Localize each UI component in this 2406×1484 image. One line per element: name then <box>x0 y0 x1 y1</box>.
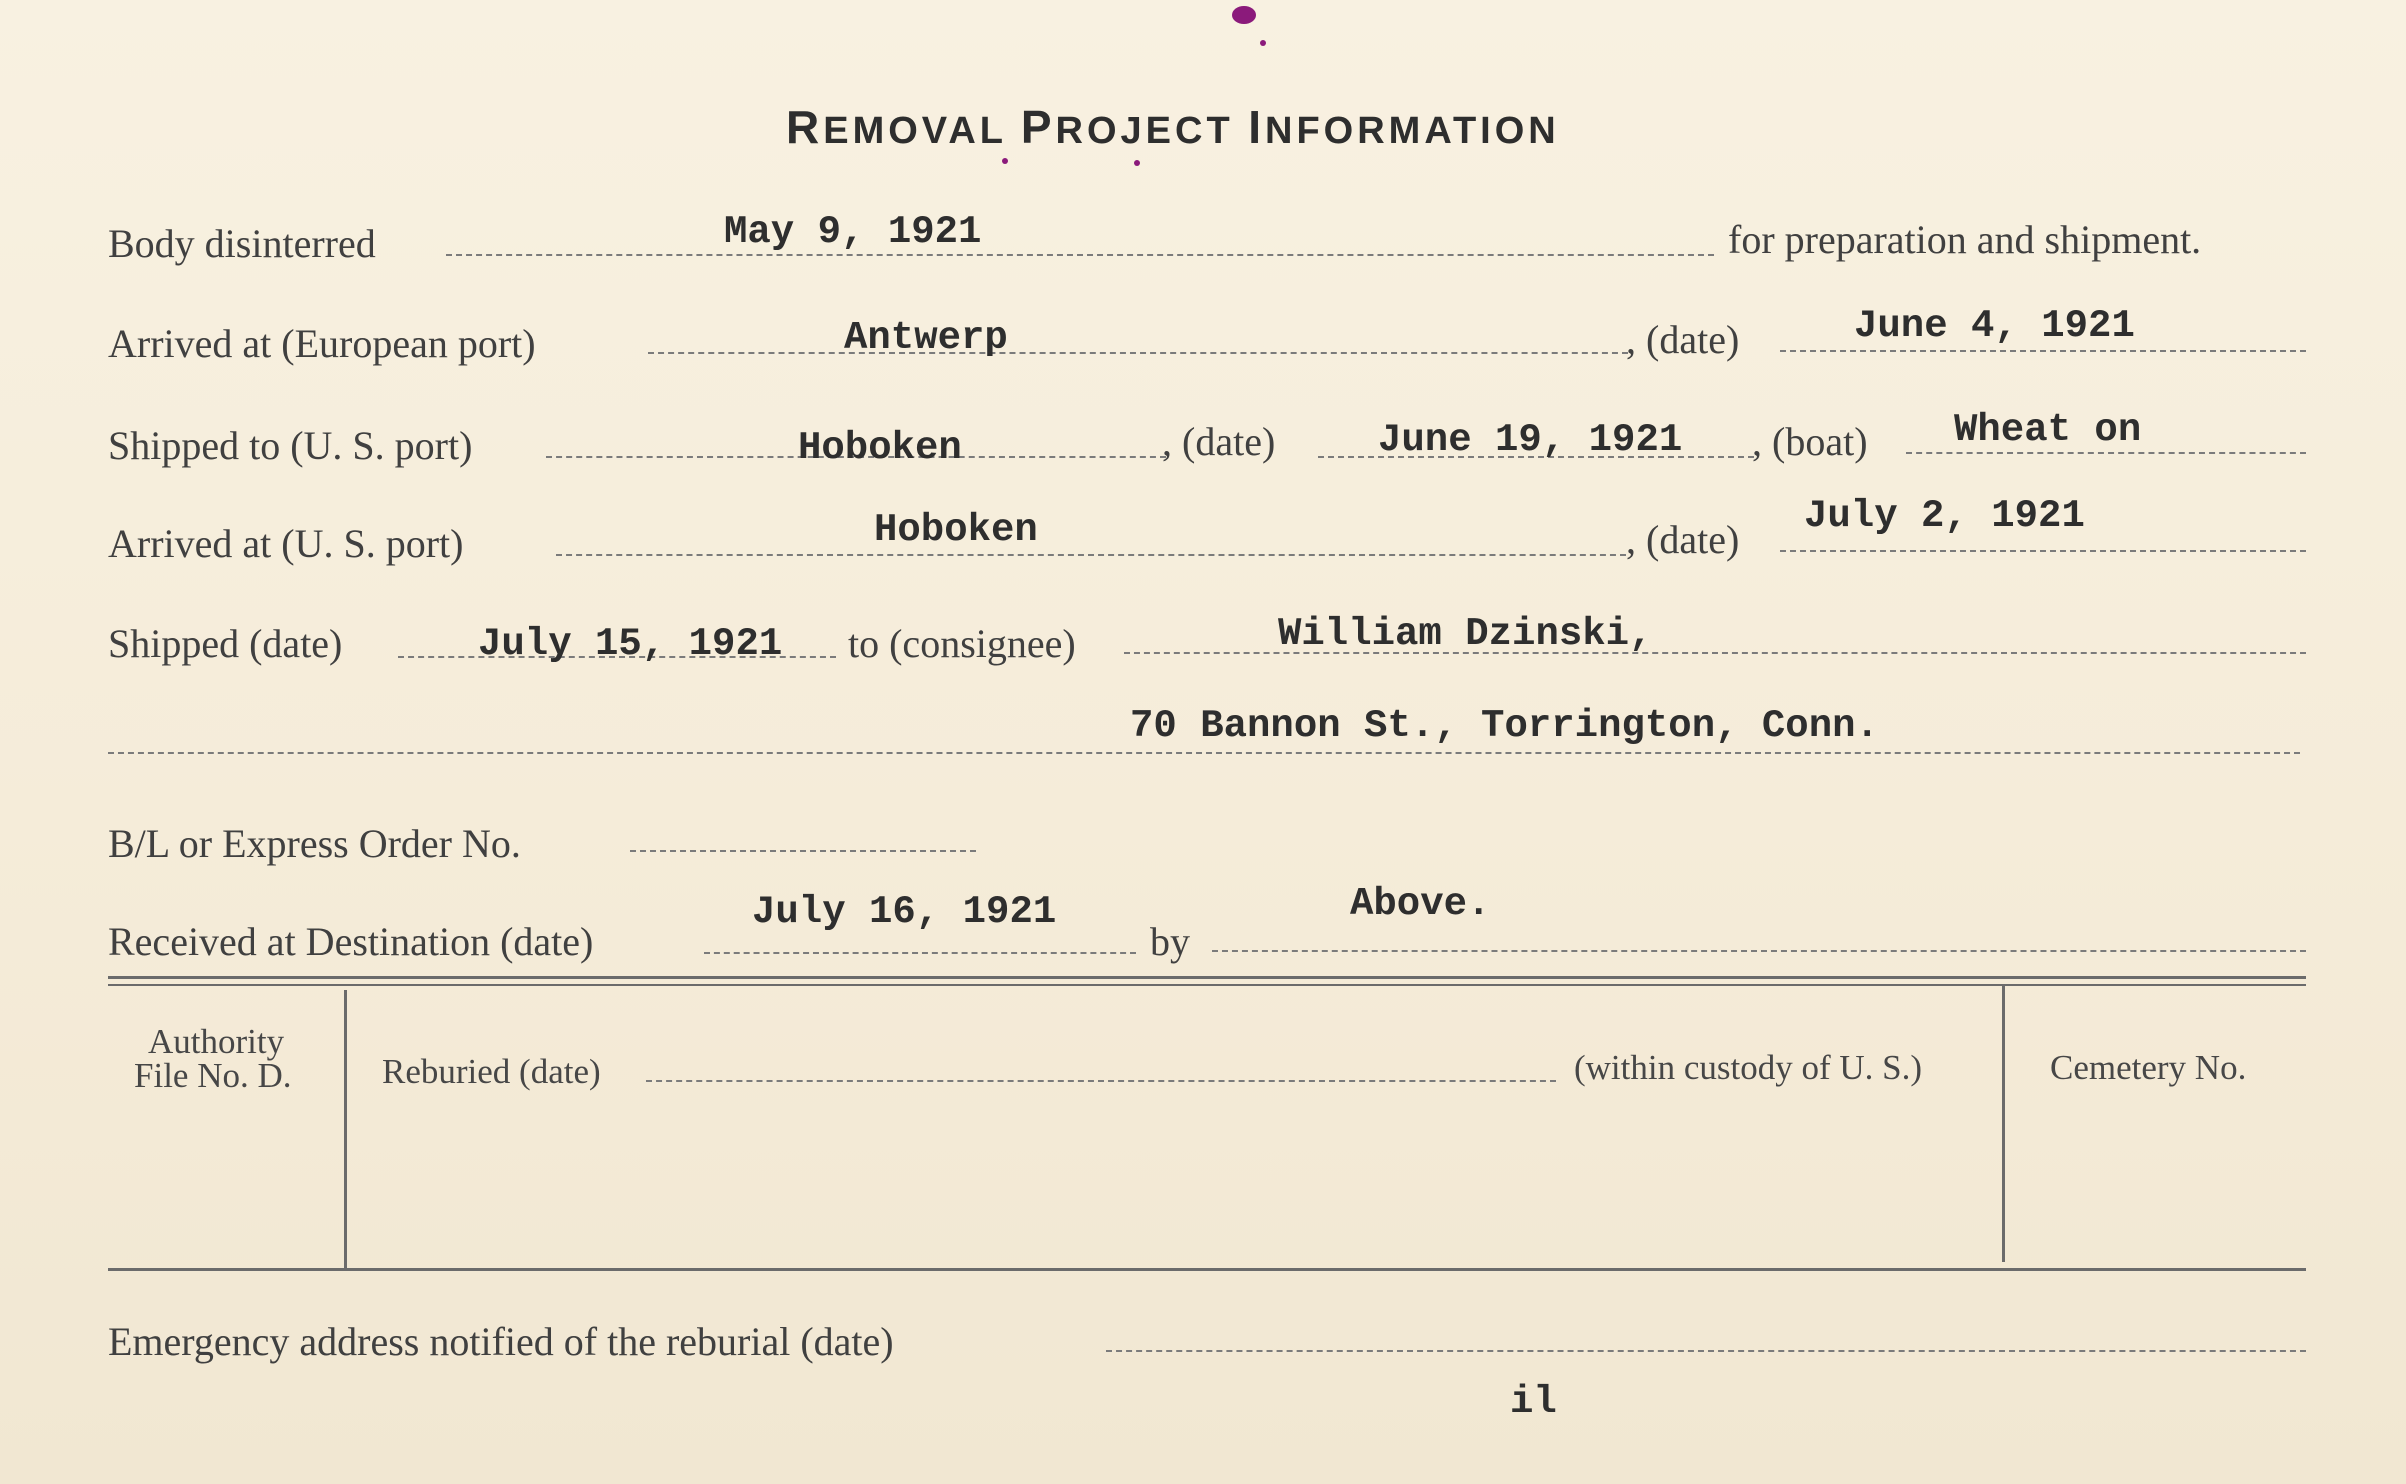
disinterred-date: May 9, 1921 <box>724 210 982 254</box>
ink-stamp-mark <box>1002 158 1008 164</box>
european-date-label: , (date) <box>1626 317 1740 362</box>
european-port-value: Antwerp <box>844 316 1008 360</box>
boat-name: Wheat on <box>1954 408 2142 452</box>
preparation-shipment-label: for preparation and shipment. <box>1728 217 2202 262</box>
european-port-label: Arrived at (European port) <box>108 321 536 366</box>
us-port-arrived-label: Arrived at (U. S. port) <box>108 521 464 566</box>
european-date-line <box>1780 350 2306 352</box>
consignee-name: William Dzinski, <box>1278 612 1653 656</box>
table-divider-right <box>2002 984 2005 1262</box>
consignee-address: 70 Bannon St., Torrington, Conn. <box>1130 704 1879 748</box>
emergency-address-line <box>1106 1350 2306 1352</box>
received-by-line <box>1212 950 2306 952</box>
cemetery-number-label: Cemetery No. <box>2050 1048 2247 1087</box>
shipped-date-value: June 19, 1921 <box>1378 418 1683 462</box>
ink-stamp-mark <box>1134 160 1140 166</box>
custody-label: (within custody of U. S.) <box>1574 1048 1923 1087</box>
ink-stamp-mark <box>1232 6 1256 24</box>
bl-express-order-label: B/L or Express Order No. <box>108 821 521 866</box>
reburied-date-line <box>646 1080 1556 1082</box>
authority-label: Authority <box>148 1022 285 1061</box>
footer-code: il <box>1510 1380 1557 1424</box>
european-arrival-date: June 4, 1921 <box>1854 304 2135 348</box>
us-arrival-date: July 2, 1921 <box>1804 494 2085 538</box>
table-bottom-rule <box>108 1268 2306 1271</box>
received-date: July 16, 1921 <box>752 890 1057 934</box>
boat-label: , (boat) <box>1752 419 1868 464</box>
consignee-shipped-date: July 15, 1921 <box>478 622 783 666</box>
us-port-shipped-label: Shipped to (U. S. port) <box>108 423 473 468</box>
emergency-address-label: Emergency address notified of the reburial (date) <box>108 1319 894 1364</box>
table-divider-left <box>344 990 347 1268</box>
body-disinterred-label: Body disinterred <box>108 221 376 266</box>
us-port-arrived-value: Hoboken <box>874 508 1038 552</box>
us-port-shipped-value: Hoboken <box>798 426 962 470</box>
received-date-line <box>704 952 1136 954</box>
shipped-date-label: , (date) <box>1162 419 1276 464</box>
disinterred-date-line <box>446 254 1714 256</box>
file-number-label: File No. D. <box>134 1056 292 1095</box>
european-port-line <box>648 352 1628 354</box>
us-arrival-date-label: , (date) <box>1626 517 1740 562</box>
received-destination-label: Received at Destination (date) <box>108 919 594 964</box>
reburied-date-label: Reburied (date) <box>382 1052 601 1091</box>
received-by: Above. <box>1350 882 1491 926</box>
boat-line <box>1906 452 2306 454</box>
consignee-address-line <box>108 752 2300 754</box>
consignee-label: to (consignee) <box>848 621 1076 666</box>
shipped-date-row-label: Shipped (date) <box>108 621 343 666</box>
received-by-label: by <box>1150 919 1190 964</box>
bl-express-order-line <box>630 850 976 852</box>
table-top-rule-inner <box>108 984 2306 986</box>
table-top-rule <box>108 976 2306 979</box>
us-arrival-date-line <box>1780 550 2306 552</box>
ink-stamp-mark <box>1260 40 1266 46</box>
us-port-arrived-line <box>556 554 1626 556</box>
card-title: REMOVAL PROJECT INFORMATION <box>786 101 1560 153</box>
